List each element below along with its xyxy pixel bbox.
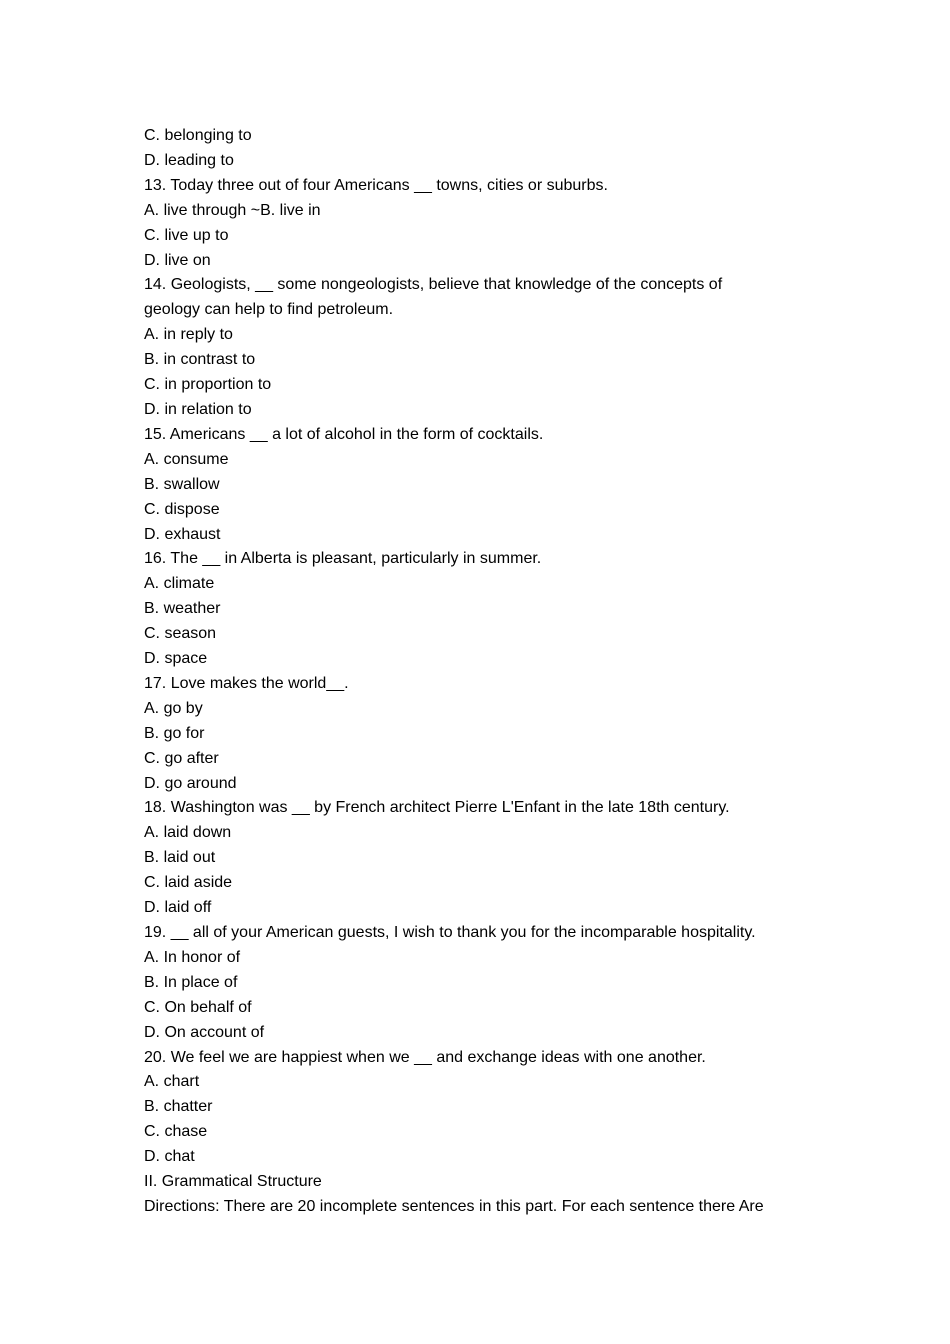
question-20-option-c: C. chase bbox=[144, 1123, 208, 1141]
question-18-option-b: B. laid out bbox=[144, 849, 216, 867]
question-14-continued: geology can help to find petroleum. bbox=[144, 301, 394, 319]
question-17: 17. Love makes the world__. bbox=[144, 674, 349, 692]
question-17-option-d: D. go around bbox=[144, 774, 237, 792]
question-13-option-c: C. live up to bbox=[144, 226, 229, 244]
question-16-option-d: D. space bbox=[144, 650, 208, 668]
question-20: 20. We feel we are happiest when we __ and exchange ideas with one another. bbox=[144, 1048, 706, 1066]
question-14-option-c: C. in proportion to bbox=[144, 376, 272, 394]
question-14-option-a: A. in reply to bbox=[144, 326, 233, 344]
question-20-option-d: D. chat bbox=[144, 1148, 195, 1166]
option-line-d-leading-to: D. leading to bbox=[144, 151, 234, 169]
question-19-option-d: D. On account of bbox=[144, 1023, 265, 1041]
question-18: 18. Washington was __ by French architect Pierre L'Enfant in the late 18th century. bbox=[144, 799, 730, 817]
question-18-option-d: D. laid off bbox=[144, 899, 212, 917]
question-15-option-a: A. consume bbox=[144, 450, 229, 468]
question-14-option-d: D. in relation to bbox=[144, 400, 252, 418]
question-14: 14. Geologists, __ some nongeologists, believe that knowledge of the concepts of bbox=[144, 276, 723, 294]
question-13: 13. Today three out of four Americans __ towns, cities or suburbs. bbox=[144, 176, 608, 194]
question-15-option-b: B. swallow bbox=[144, 475, 220, 493]
question-16-option-a: A. climate bbox=[144, 575, 215, 593]
question-19-option-a: A. In honor of bbox=[144, 948, 241, 966]
question-19-option-c: C. On behalf of bbox=[144, 998, 252, 1016]
section-directions: Directions: There are 20 incomplete sentences in this part. For each sentence there Are bbox=[144, 1197, 764, 1215]
question-17-option-c: C. go after bbox=[144, 749, 219, 767]
question-17-option-a: A. go by bbox=[144, 699, 203, 717]
section-heading-grammatical-structure: II. Grammatical Structure bbox=[144, 1173, 322, 1191]
question-16: 16. The __ in Alberta is pleasant, particularly in summer. bbox=[144, 550, 542, 568]
question-19-option-b: B. In place of bbox=[144, 973, 238, 991]
question-15-option-c: C. dispose bbox=[144, 500, 220, 518]
question-20-option-a: A. chart bbox=[144, 1073, 200, 1091]
question-18-option-a: A. laid down bbox=[144, 824, 232, 842]
document-page bbox=[144, 124, 824, 1220]
question-19: 19. __ all of your American guests, I wish to thank you for the incomparable hospitality. bbox=[144, 924, 756, 941]
question-13-option-d: D. live on bbox=[144, 251, 211, 269]
question-17-option-b: B. go for bbox=[144, 724, 205, 742]
option-line-c-belonging-to: C. belonging to bbox=[144, 127, 252, 144]
question-20-option-b: B. chatter bbox=[144, 1098, 213, 1116]
question-15-option-d: D. exhaust bbox=[144, 525, 221, 543]
question-13-option-a-b: A. live through ~B. live in bbox=[144, 201, 321, 219]
question-15: 15. Americans __ a lot of alcohol in the form of cocktails. bbox=[144, 425, 544, 443]
question-14-option-b: B. in contrast to bbox=[144, 351, 256, 369]
question-16-option-b: B. weather bbox=[144, 600, 221, 618]
question-16-option-c: C. season bbox=[144, 625, 217, 643]
question-18-option-c: C. laid aside bbox=[144, 874, 233, 892]
